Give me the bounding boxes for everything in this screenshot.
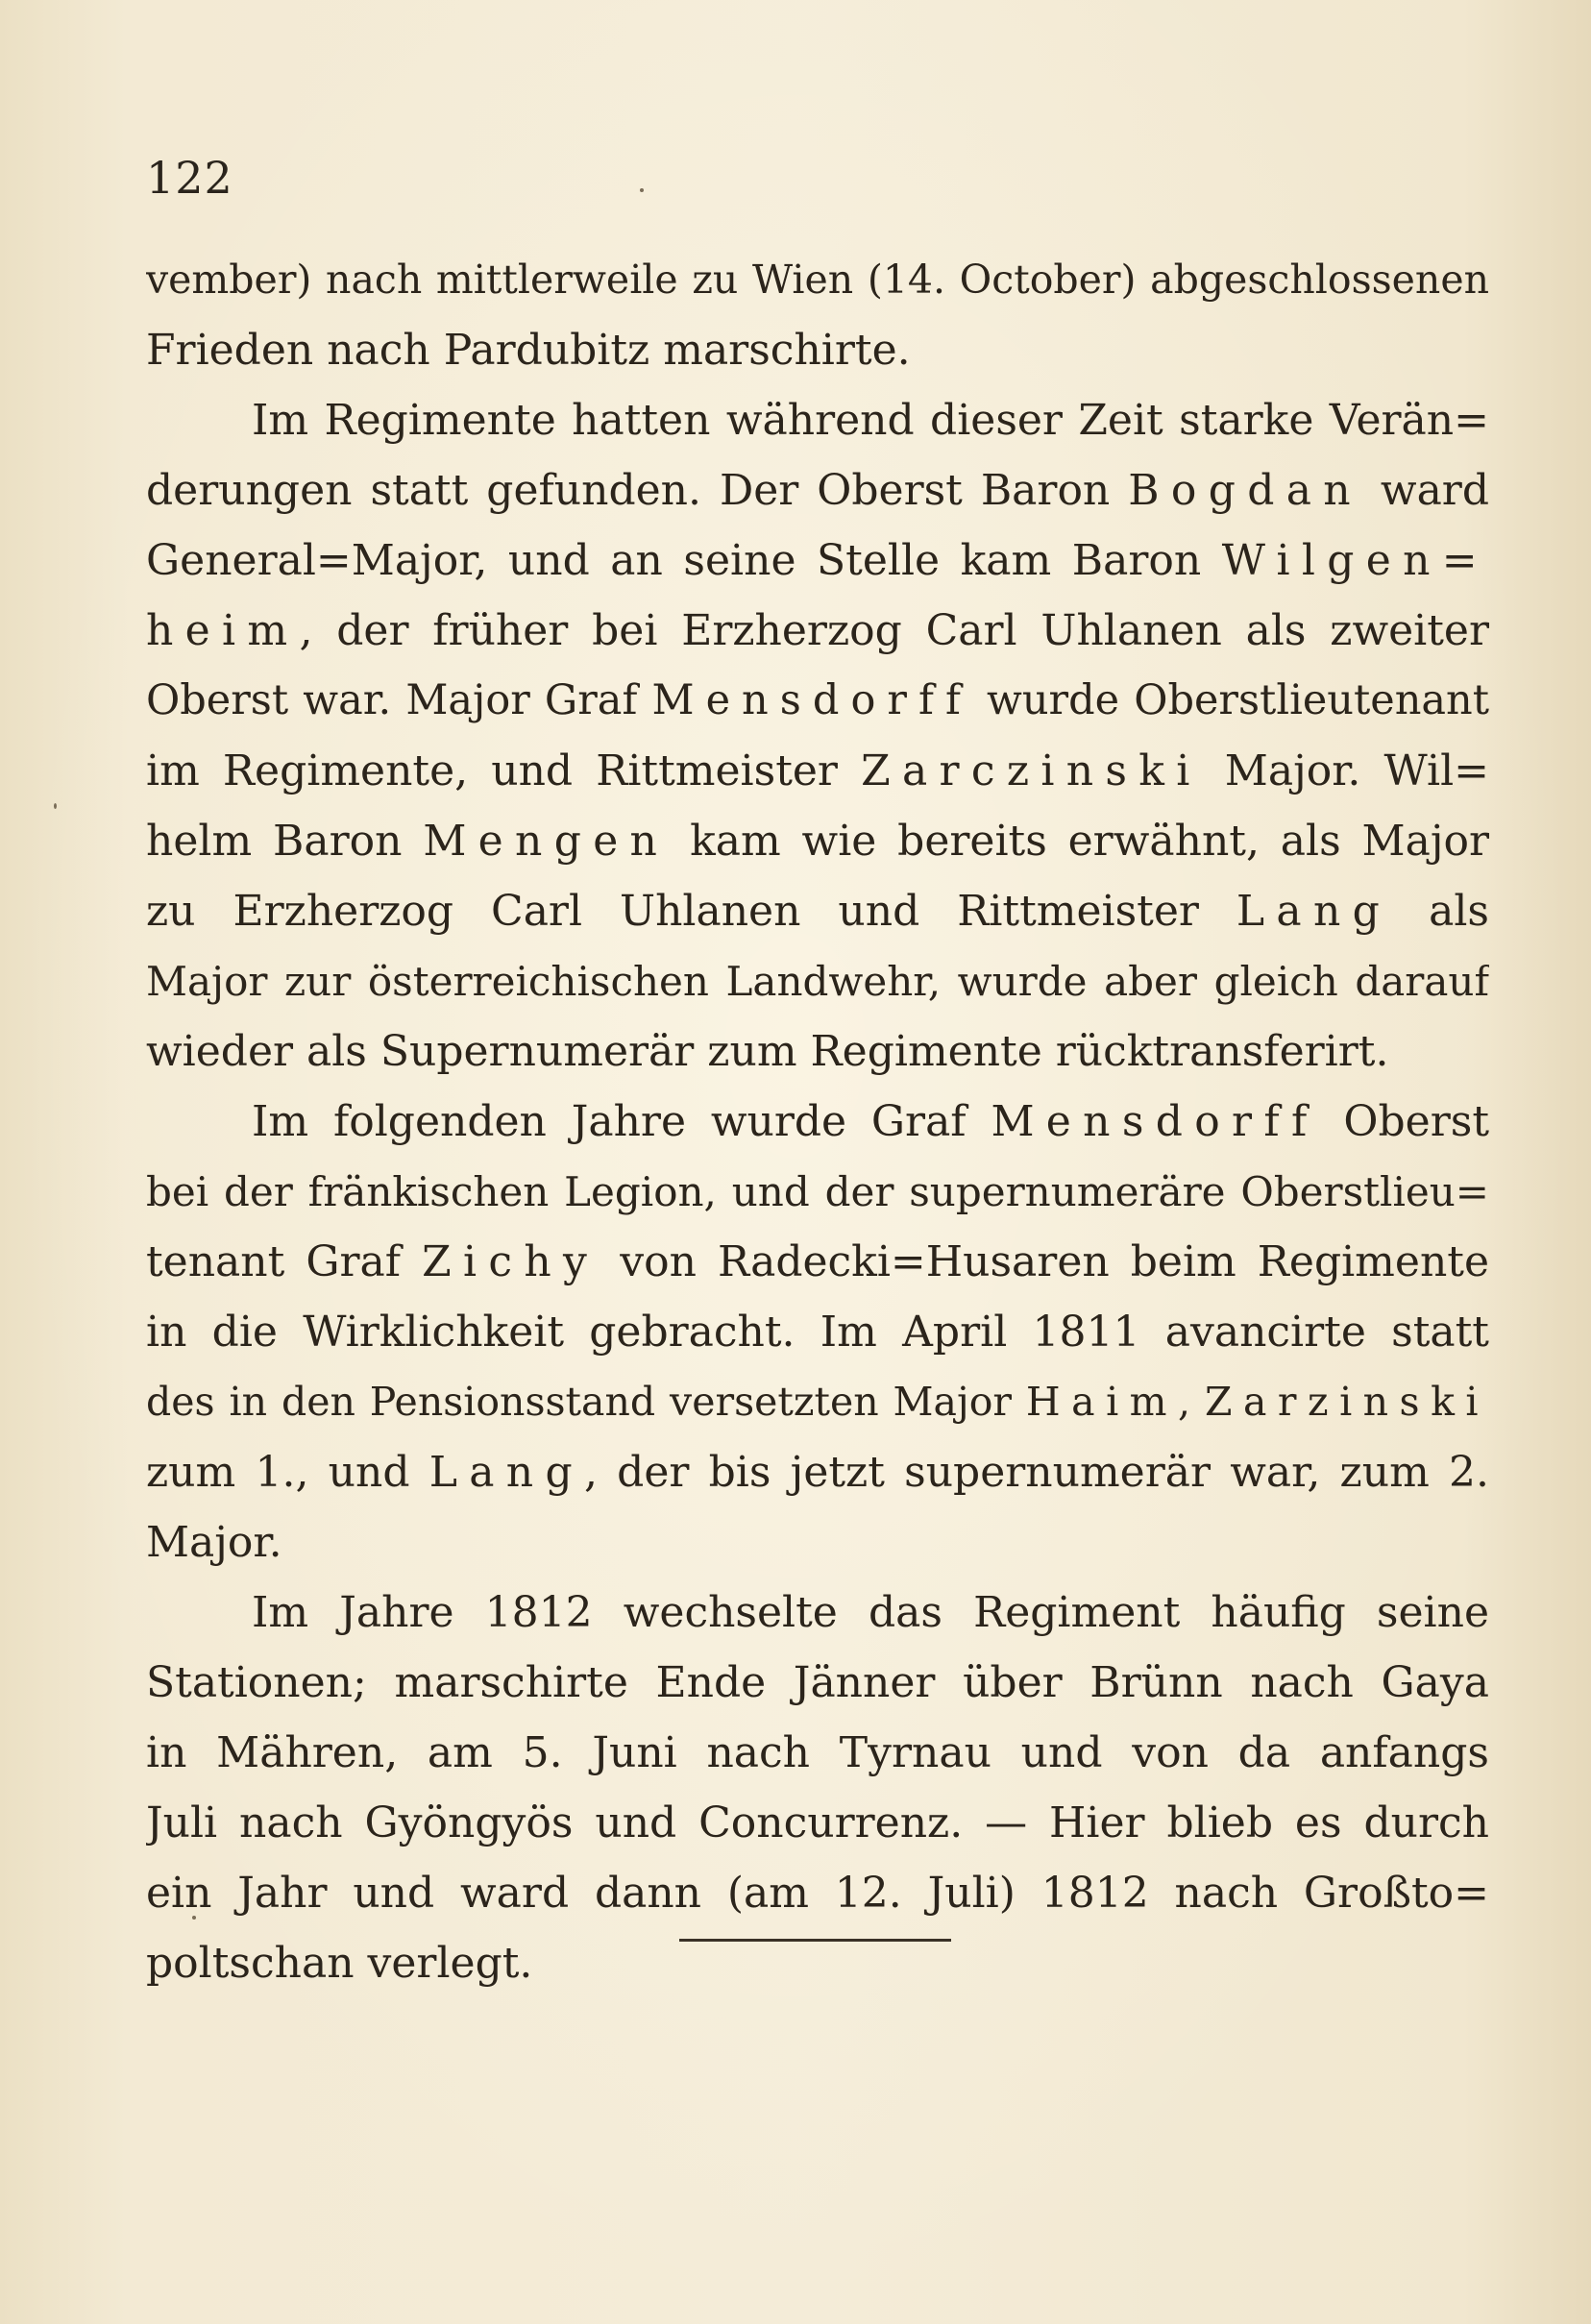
spaced-name: Haim	[1025, 1379, 1179, 1425]
text-line	[146, 1297, 1489, 1367]
text-line	[146, 806, 1489, 876]
text-segment: Major zur österreichischen Landwehr, wurde aber gleich darauf	[146, 958, 1489, 1005]
text-line	[146, 876, 1489, 946]
text-line	[146, 1227, 1489, 1297]
text-segment: zum 1., und	[146, 1448, 429, 1497]
text-segment: Oberst	[1318, 1097, 1489, 1146]
text-line	[146, 315, 1489, 385]
text-segment: Im folgenden Jahre wurde Graf	[252, 1097, 991, 1146]
text-segment: ,	[1178, 1379, 1206, 1425]
text-segment: wurde Oberstlieutenant	[971, 676, 1489, 724]
text-segment: Major. Wil=	[1201, 746, 1489, 795]
text-segment: helm Baron	[146, 817, 424, 866]
body-text	[146, 245, 1489, 1998]
text-segment: als	[1391, 887, 1489, 936]
spaced-name: Zichy	[422, 1237, 600, 1286]
text-segment: Frieden nach Pardubitz marschirte.	[146, 326, 911, 375]
text-segment: poltschan verlegt.	[146, 1939, 533, 1988]
text-segment: Im Jahre 1812 wechselte das Regiment häufig seine	[252, 1588, 1489, 1637]
text-line	[146, 1648, 1489, 1718]
text-segment: Stationen; marschirte Ende Jänner über Brünn nach Gaya	[146, 1658, 1489, 1707]
text-line	[146, 596, 1489, 666]
text-line	[146, 526, 1489, 596]
text-line	[146, 736, 1489, 806]
spaced-name: Lang	[428, 1448, 584, 1497]
text-line	[146, 1367, 1489, 1437]
text-segment: im Regimente, und Rittmeister	[146, 746, 862, 795]
text-line	[146, 385, 1489, 455]
text-line	[146, 1016, 1489, 1087]
text-segment: zu Erzherzog Carl Uhlanen und Rittmeister	[146, 887, 1236, 936]
spaced-name: Mengen	[423, 817, 670, 866]
text-line	[146, 666, 1489, 736]
text-segment: Oberst war. Major Graf	[146, 676, 652, 724]
text-segment: , der früher bei Erzherzog Carl Uhlanen als zweiter	[299, 606, 1489, 655]
text-line	[146, 455, 1489, 526]
spaced-name: Wilgen=	[1221, 536, 1489, 585]
text-line	[146, 946, 1489, 1016]
spaced-name: heim	[146, 606, 300, 655]
spaced-name: Mensdorff	[991, 1097, 1319, 1146]
text-segment: Im Regimente hatten während dieser Zeit starke Verän=	[252, 396, 1489, 445]
text-line	[146, 1157, 1489, 1227]
text-segment: General=Major, und an seine Stelle kam Baron	[146, 536, 1222, 585]
text-line	[146, 1437, 1489, 1507]
text-line	[146, 1858, 1489, 1928]
spaced-name: Lang	[1236, 887, 1392, 936]
text-segment: derungen statt gefunden. Der Oberst Baron	[146, 466, 1129, 515]
text-segment: ein Jahr und ward dann (am 12. Juli) 1812 nach Großto=	[146, 1869, 1489, 1918]
text-line	[146, 245, 1489, 315]
paper-speck	[640, 188, 644, 192]
text-segment: vember) nach mittlerweile zu Wien (14. October) abgeschlossenen	[146, 257, 1489, 303]
text-segment: des in den Pensionsstand versetzten Major	[146, 1379, 1026, 1425]
text-line	[146, 1718, 1489, 1788]
spaced-name: Mensdorff	[651, 676, 972, 724]
spaced-name: Bogdan	[1128, 466, 1362, 515]
spaced-name: Zarzinski	[1205, 1379, 1489, 1425]
text-line	[146, 1788, 1489, 1858]
text-segment: ward	[1361, 466, 1489, 515]
text-segment: tenant Graf	[146, 1237, 423, 1286]
text-segment: Major.	[146, 1518, 282, 1567]
spaced-name: Zarczinski	[861, 746, 1202, 795]
text-segment: , der bis jetzt supernumerär war, zum 2.	[583, 1448, 1489, 1497]
section-end-rule	[679, 1939, 951, 1942]
text-segment: bei der fränkischen Legion, und der supernumeräre Oberstlieu=	[146, 1168, 1489, 1215]
paper-speck	[54, 803, 57, 809]
text-segment: in die Wirklichkeit gebracht. Im April 1811 avancirte statt	[146, 1308, 1489, 1357]
text-segment: in Mähren, am 5. Juni nach Tyrnau und von da anfangs	[146, 1728, 1489, 1777]
text-line	[146, 1087, 1489, 1157]
text-segment: Juli nach Gyöngyös und Concurrenz. — Hier blieb es durch	[146, 1798, 1489, 1847]
text-segment: kam wie bereits erwähnt, als Major	[669, 817, 1489, 866]
text-segment: von Radecki=Husaren beim Regimente	[599, 1237, 1489, 1286]
text-line	[146, 1578, 1489, 1648]
page-number: 122	[146, 152, 233, 204]
text-line	[146, 1507, 1489, 1578]
text-segment: wieder als Supernumerär zum Regimente rücktransferirt.	[146, 1027, 1389, 1076]
